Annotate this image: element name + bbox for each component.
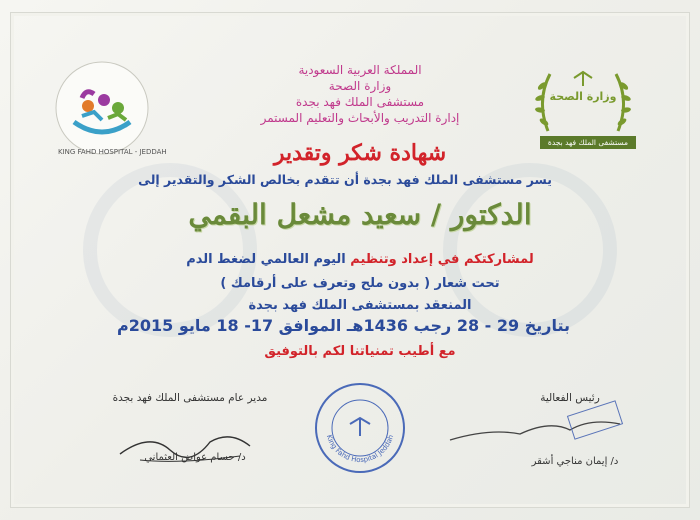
participation-line <box>160 252 560 267</box>
right-signature <box>440 400 630 460</box>
wishes-line: مع أطيب تمنياتنا لكم بالتوفيق <box>264 344 456 359</box>
date-line: بتاريخ 29 - 28 رجب 1436هـ الموافق 17- 18 مايو 2015م <box>117 316 570 335</box>
participation-red-text: لمشاركتكم في إعداد وتنظيم <box>350 252 534 267</box>
header-hospital: مستشفى الملك فهد بجدة <box>295 95 425 109</box>
left-signature <box>110 412 270 472</box>
left-signatory-name: د/ حسام عواض العثماني <box>144 452 246 463</box>
certificate-intro: يسر مستشفى الملك فهد بجدة أن تتقدم بخالص الشكر والتقدير إلى <box>138 172 552 187</box>
ministry-logo-banner: مستشفى الملك فهد بجدة <box>540 136 636 149</box>
training-department-logo <box>52 58 167 158</box>
header-department: إدارة التدريب والأبحاث والتعليم المستمر <box>260 111 460 125</box>
hospital-stamp <box>312 380 408 476</box>
right-signatory-title: رئيس الفعالية <box>540 392 600 404</box>
venue-line: المنعقد بمستشفى الملك فهد بجدة <box>248 298 472 313</box>
stamp-text: King Fahd Hospital Jeddah <box>324 433 396 465</box>
header-country: المملكة العربية السعودية <box>298 63 422 77</box>
svg-text:King Fahd Hospital Jeddah <box>325 434 395 464</box>
slogan-line: تحت شعار ( بدون ملح وتعرف على أرقامك ) <box>220 276 500 291</box>
header-ministry: وزارة الصحة <box>328 79 392 93</box>
recipient-name: الدكتور / سعيد مشعل البقمي <box>188 198 532 231</box>
ministry-logo-text: وزارة الصحة <box>549 90 617 103</box>
participation-event-text: اليوم العالمي لضغط الدم <box>186 252 351 267</box>
training-logo-caption: KING FAHD HOSPITAL - JEDDAH <box>58 148 167 156</box>
left-signatory-title: مدير عام مستشفى الملك فهد بجدة <box>112 392 268 404</box>
right-signatory-name: د/ إيمان مناجي أشقر <box>531 456 619 467</box>
certificate-title: شهادة شكر وتقدير <box>273 140 447 166</box>
